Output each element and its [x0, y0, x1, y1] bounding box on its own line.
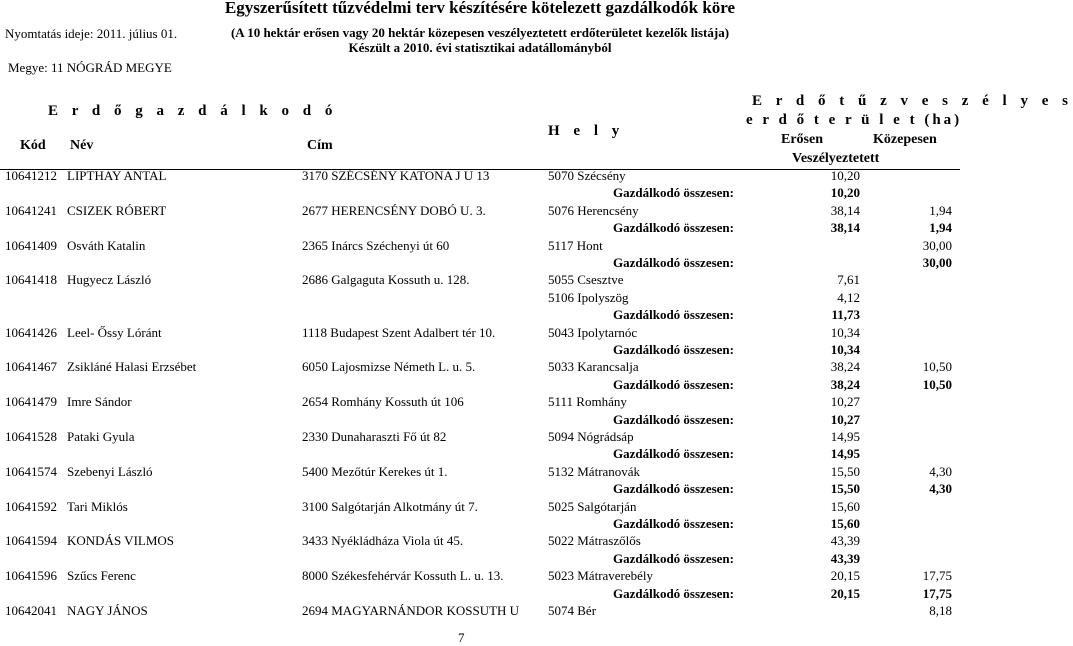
row-strong-value: 38,24	[830, 359, 860, 375]
row-strong-value: 14,95	[830, 429, 860, 444]
row-name: Pataki Gyula	[67, 429, 135, 444]
subtotal-strong-value: 14,95	[830, 446, 860, 462]
row-name: Osváth Katalin	[67, 237, 146, 253]
subtotal-strong-value: 20,15	[830, 585, 860, 601]
row-name: Hugyecz László	[67, 272, 152, 288]
subtotal-label: Gazdálkodó összesen:	[613, 307, 734, 323]
page-title: Egyszerűsített tűzvédelmi terv készítésére kötelezett gazdálkodók köre	[224, 0, 736, 17]
row-medium-value: 10,50	[922, 359, 952, 375]
subtotal-strong-value: 38,24	[830, 376, 860, 392]
subtotal-label: Gazdálkodó összesen:	[613, 585, 734, 601]
group-header-fire-risk: E r d ő t ű z v e s z é l y e s	[752, 93, 1073, 109]
subtotal-label: Gazdálkodó összesen:	[613, 411, 734, 427]
row-address: 2694 MAGYARNÁNDOR KOSSUTH U	[302, 603, 520, 618]
row-code: 10641426	[5, 324, 57, 340]
row-place: 5074 Bér	[548, 603, 597, 618]
col-header-endangered: Veszélyeztetett	[792, 151, 880, 166]
row-address: 3170 SZÉCSÉNY KATONA J U 13	[302, 168, 490, 183]
row-name: Leel- Őssy Lóránt	[67, 324, 162, 340]
row-code: 10641592	[5, 498, 57, 514]
row-place: 5022 Mátraszőlős	[548, 533, 641, 549]
subtotal-label: Gazdálkodó összesen:	[613, 376, 734, 392]
row-address: 5400 Mezőtúr Kerekes út 1.	[302, 463, 448, 479]
subtitle-source: Készült a 2010. évi statisztikai adatállományból	[348, 40, 612, 55]
subtotal-label: Gazdálkodó összesen:	[613, 255, 734, 270]
row-name: Szűcs Ferenc	[67, 568, 136, 584]
subtotal-strong-value: 11,73	[831, 307, 860, 323]
col-header-address: Cím	[307, 138, 333, 153]
row-strong-value: 38,14	[830, 202, 860, 218]
row-code: 10641594	[5, 533, 57, 549]
subtotal-medium-value: 30,00	[922, 255, 952, 270]
col-header-code: Kód	[20, 138, 46, 153]
subtotal-medium-value: 10,50	[922, 376, 952, 392]
row-address: 2365 Inárcs Széchenyi út 60	[302, 237, 450, 253]
row-strong-value: 10,27	[830, 394, 860, 410]
col-header-medium: Közepesen	[873, 132, 937, 147]
subtotal-medium-value: 1,94	[929, 220, 952, 236]
row-medium-value: 8,18	[929, 603, 952, 618]
row-name: CSIZEK RÓBERT	[67, 202, 167, 218]
row-place: 5111 Romhány	[548, 394, 627, 410]
group-header-forest-manager: E r d ő g a z d á l k o d ó	[48, 103, 338, 119]
row-address: 2654 Romhány Kossuth út 106	[302, 394, 464, 410]
row-code: 10641467	[5, 359, 57, 375]
col-header-place: H e l y	[548, 123, 625, 139]
subtotal-label: Gazdálkodó összesen:	[613, 185, 734, 201]
row-medium-value: 30,00	[922, 237, 952, 253]
row-place: 5070 Szécsény	[548, 168, 626, 183]
row-code: 10641409	[5, 237, 57, 253]
row-place: 5106 Ipolyszög	[548, 289, 629, 305]
row-name: Imre Sándor	[67, 394, 132, 410]
subtotal-strong-value: 38,14	[830, 220, 860, 236]
page-number: 7	[458, 630, 465, 645]
row-place: 5033 Karancsalja	[548, 359, 639, 375]
subtotal-label: Gazdálkodó összesen:	[613, 550, 734, 566]
row-strong-value: 20,15	[830, 568, 860, 584]
row-place: 5043 Ipolytarnóc	[548, 324, 638, 340]
row-name: Zsikláné Halasi Erzsébet	[67, 359, 197, 375]
row-strong-value: 7,61	[837, 272, 860, 288]
row-medium-value: 17,75	[922, 568, 952, 584]
subtotal-strong-value: 10,34	[830, 342, 860, 357]
row-name: Szebenyi László	[67, 463, 153, 479]
row-place: 5055 Csesztve	[548, 272, 624, 288]
row-code: 10641479	[5, 394, 57, 410]
row-address: 2677 HERENCSÉNY DOBÓ U. 3.	[302, 202, 486, 218]
subtotal-strong-value: 15,60	[830, 516, 860, 531]
row-code: 10641212	[5, 168, 57, 183]
row-address: 2686 Galgaguta Kossuth u. 128.	[302, 272, 470, 288]
col-header-name: Név	[70, 138, 94, 153]
group-header-area: e r d ő t e r ü l e t (ha)	[746, 112, 963, 128]
row-name: KONDÁS VILMOS	[67, 533, 175, 549]
subtotal-strong-value: 10,27	[830, 411, 860, 427]
col-header-strong: Erősen	[781, 132, 823, 147]
subtotal-label: Gazdálkodó összesen:	[613, 481, 734, 497]
subtotal-medium-value: 17,75	[922, 585, 952, 601]
row-name: Tari Miklós	[67, 498, 128, 514]
row-address: 3433 Nyékládháza Viola út 45.	[302, 533, 464, 549]
row-code: 10641528	[5, 429, 57, 444]
row-strong-value: 10,34	[830, 324, 860, 340]
row-strong-value: 15,50	[830, 463, 860, 479]
row-place: 5094 Nógrádsáp	[548, 429, 634, 444]
row-address: 1118 Budapest Szent Adalbert tér 10.	[302, 324, 496, 340]
row-strong-value: 4,12	[837, 289, 860, 305]
row-code: 10641418	[5, 272, 57, 288]
row-strong-value: 43,39	[830, 533, 860, 549]
subtotal-medium-value: 4,30	[929, 481, 952, 497]
row-name: LIPTHAY ANTAL	[67, 168, 167, 183]
subtotal-label: Gazdálkodó összesen:	[613, 220, 734, 236]
row-name: NAGY JÁNOS	[67, 603, 148, 618]
subtotal-strong-value: 43,39	[830, 550, 860, 566]
row-place: 5132 Mátranovák	[548, 463, 641, 479]
subtotal-label: Gazdálkodó összesen:	[613, 516, 734, 531]
row-code: 10641596	[5, 568, 57, 584]
subtotal-label: Gazdálkodó összesen:	[613, 342, 734, 357]
row-strong-value: 15,60	[830, 498, 860, 514]
row-place: 5025 Salgótarján	[548, 498, 637, 514]
row-place: 5023 Mátraverebély	[548, 568, 654, 584]
row-address: 3100 Salgótarján Alkotmány út 7.	[302, 498, 478, 514]
subtotal-label: Gazdálkodó összesen:	[613, 446, 734, 462]
row-address: 8000 Székesfehérvár Kossuth L. u. 13.	[302, 568, 504, 584]
row-code: 10641574	[5, 463, 57, 479]
print-date: Nyomtatás ideje: 2011. július 01.	[5, 26, 178, 41]
row-place: 5076 Herencsény	[548, 202, 639, 218]
row-address: 2330 Dunaharaszti Fő út 82	[302, 429, 447, 444]
row-code: 10642041	[5, 603, 57, 618]
row-strong-value: 10,20	[830, 168, 860, 183]
subtotal-strong-value: 10,20	[830, 185, 860, 201]
county-label: Megye: 11 NÓGRÁD MEGYE	[8, 60, 172, 75]
row-medium-value: 1,94	[929, 202, 952, 218]
subtitle-criteria: (A 10 hektár erősen vagy 20 hektár közepesen veszélyeztetett erdőterületet kezelők listája)	[230, 25, 730, 40]
row-medium-value: 4,30	[929, 463, 952, 479]
row-code: 10641241	[5, 202, 57, 218]
row-place: 5117 Hont	[548, 237, 603, 253]
row-address: 6050 Lajosmizse Németh L. u. 5.	[302, 359, 476, 375]
subtotal-strong-value: 15,50	[830, 481, 860, 497]
